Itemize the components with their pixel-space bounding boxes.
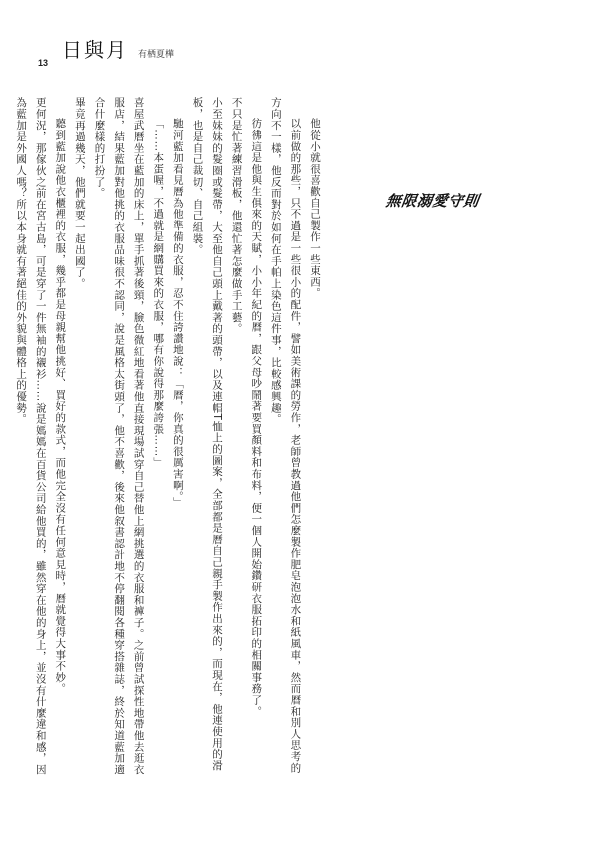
author-name: 有栖夏樺 (138, 50, 175, 60)
paragraph: 更何況，那傢伙之前在宮古島，可是穿了一件無袖的襯衫……說是媽媽在百貨公司給他買的，雖然穿在他的身上，並沒有什麼違和感，因為藍加是外國人嗎？所以本身就有著絕佳的外貌與體格上的優勢。 (15, 97, 47, 775)
running-header (62, 34, 174, 63)
paragraph: 喜屋武曆坐在藍加的床上，單手抓著後頸，臉色微紅地看著他直接現場試穿自己替他上網挑選的衣服和褲子。之前曾試探性地帶他去逛衣服店，結果藍加對他挑的衣服品味很不認同，說是風格太街頭了，他不喜歡，後來他叙書認計地不停翻閱各種穿搭雜誌，終於知道藍加適合什麼樣的打扮了。 (93, 97, 145, 775)
paragraph: 馳河藍加看見曆為他準備的衣服，忍不住誇讚地說：「曆，你真的很厲害啊。」 (171, 118, 184, 509)
book-title: 日與月 (62, 38, 128, 62)
paragraph: 小至妹妹的髮圈或髮帶，大至他自己頭上戴著的頭帶，以及連帽T恤上的圖案，全部都是曆自己親手製作出來的，而現在，他連使用的滑板，也是自己裁切、自己組裝。 (191, 97, 224, 771)
paragraph: 彷彿這是他與生俱來的天賦，小小年紀的曆，跟父母吵鬧著要買顏料和布料，便一個人開始鑽研衣服拓印的相關事務了。 (250, 118, 263, 717)
paragraph: 畢竟再過幾天，他們就要一起出國了。 (73, 97, 86, 290)
page-number: 13 (38, 58, 49, 68)
series-title-stamp: 無限溺愛守則 (384, 192, 481, 210)
paragraph: 「……本蛋喔，不過就是網購買來的衣服，哪有你說得那麼誇張……」 (152, 118, 165, 469)
body-text (15, 97, 324, 777)
paragraph: 聽到藍加說他衣櫃裡的衣服，幾乎都是母親幫他挑好、買好的款式，而他完全沒有任何意見時，曆就覺得大事不妙。 (54, 118, 67, 695)
paragraph: 他從小就很喜歡自己製作一些東西。 (309, 118, 321, 299)
paragraph: 不只是忙著練習滑板，他還忙著怎麼做手工藝。 (230, 97, 243, 335)
paragraph: 以前做的那些，只不過是一些很小的配件，譬如美術課的勞作，老師曾教過他們怎麼製作肥皂泡泡水和紙風車，然而曆和別人思考的方向不一樣，他反而對於如何在手帕上染色這件事，比較感興趣。 (269, 97, 302, 774)
